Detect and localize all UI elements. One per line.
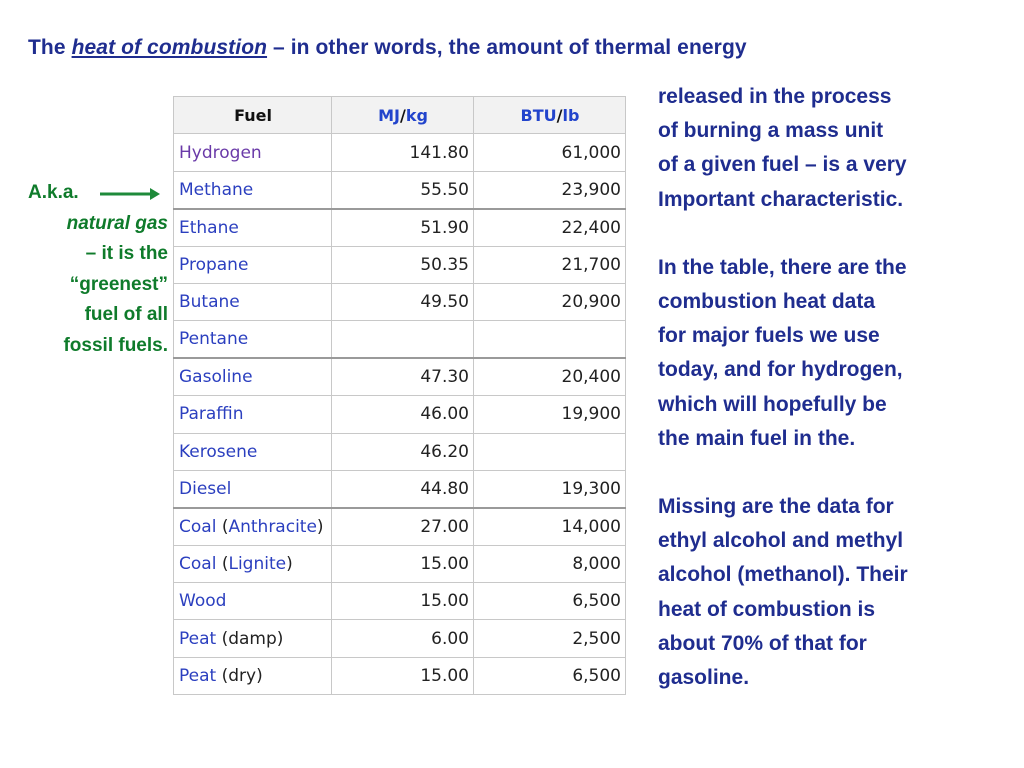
fuel-cell xyxy=(174,358,332,395)
table-row xyxy=(174,209,626,246)
table-header-row xyxy=(174,97,626,134)
table-row xyxy=(174,396,626,433)
fuel-extra: ( xyxy=(216,516,229,537)
fuel-extra: (damp) xyxy=(216,628,284,649)
title-suffix: – in other words, the amount of thermal energy xyxy=(267,36,747,59)
text-line: about 70% of that for xyxy=(658,631,867,655)
mj-cell: 46.00 xyxy=(332,396,474,433)
mj-cell: 50.35 xyxy=(332,246,474,283)
btu-cell: 6,500 xyxy=(474,657,626,694)
btu-cell: 20,900 xyxy=(474,283,626,320)
fuel-cell xyxy=(174,545,332,582)
mj-cell: 6.00 xyxy=(332,620,474,657)
text-line: today, and for hydrogen, xyxy=(658,358,903,382)
table-row xyxy=(174,657,626,694)
explanation-text xyxy=(658,80,1008,695)
fuel-cell xyxy=(174,321,332,358)
text-line: Missing are the data for xyxy=(658,495,894,519)
mj-cell: 15.00 xyxy=(332,545,474,582)
table-row xyxy=(174,470,626,507)
fuel-cell xyxy=(174,508,332,545)
mj-cell: 55.50 xyxy=(332,171,474,208)
text-line: gasoline. xyxy=(658,666,750,690)
text-line: heat of combustion is xyxy=(658,597,876,621)
table-row xyxy=(174,171,626,208)
mj-cell: 49.50 xyxy=(332,283,474,320)
fuel-link[interactable]: Pentane xyxy=(179,329,249,350)
btu-cell: 22,400 xyxy=(474,209,626,246)
fuel-cell xyxy=(174,657,332,694)
fuel-link[interactable]: Hydrogen xyxy=(179,142,262,163)
btu-cell: 23,900 xyxy=(474,171,626,208)
fuel-link[interactable]: Coal xyxy=(179,553,217,574)
btu-cell xyxy=(474,321,626,358)
header-fuel: Fuel xyxy=(174,97,332,134)
mj-cell: 51.90 xyxy=(332,209,474,246)
btu-cell: 8,000 xyxy=(474,545,626,582)
fuel-subtype-link[interactable]: Anthracite xyxy=(228,516,317,537)
fuel-link[interactable]: Diesel xyxy=(179,478,232,499)
fuel-link[interactable]: Peat xyxy=(179,628,217,649)
table-row xyxy=(174,246,626,283)
btu-cell: 20,400 xyxy=(474,358,626,395)
aka-natural-gas: natural gas xyxy=(66,212,168,234)
table-row xyxy=(174,545,626,582)
lb-link[interactable]: lb xyxy=(562,105,580,125)
fuel-extra: (dry) xyxy=(216,666,263,687)
fuel-extra: ( xyxy=(216,553,229,574)
text-line: combustion heat data xyxy=(658,290,876,314)
btu-link[interactable]: BTU xyxy=(520,105,557,125)
btu-cell: 6,500 xyxy=(474,583,626,620)
fuel-link[interactable]: Wood xyxy=(179,591,227,612)
mj-cell: 47.30 xyxy=(332,358,474,395)
text-line: the main fuel in the. xyxy=(658,426,856,450)
heat-of-combustion-table xyxy=(173,96,626,695)
text-line: alcohol (methanol). Their xyxy=(658,563,908,587)
fuel-subtype-link[interactable]: Lignite xyxy=(228,553,287,574)
table-row xyxy=(174,358,626,395)
title-emphasis: heat of combustion xyxy=(71,36,268,59)
fuel-cell xyxy=(174,246,332,283)
btu-cell: 2,500 xyxy=(474,620,626,657)
fuel-link[interactable]: Coal xyxy=(179,516,217,537)
mj-cell: 141.80 xyxy=(332,134,474,171)
title-prefix: The xyxy=(28,36,72,59)
kg-link[interactable]: kg xyxy=(405,105,428,125)
aka-note xyxy=(22,178,168,362)
fuel-cell xyxy=(174,433,332,470)
aka-label: A.k.a. xyxy=(28,182,79,203)
aka-line: – it is the xyxy=(85,243,168,265)
text-line: In the table, there are the xyxy=(658,255,907,279)
fuel-extra: ) xyxy=(316,516,324,537)
table-row xyxy=(174,583,626,620)
text-line: for major fuels we use xyxy=(658,324,880,348)
table-row xyxy=(174,508,626,545)
table-row xyxy=(174,321,626,358)
fuel-link[interactable]: Gasoline xyxy=(179,367,253,388)
text-line: released in the process xyxy=(658,85,892,108)
fuel-cell xyxy=(174,209,332,246)
fuel-link[interactable]: Butane xyxy=(179,292,240,313)
table-row xyxy=(174,620,626,657)
header-separator: / xyxy=(399,105,406,125)
fuel-cell xyxy=(174,134,332,171)
fuel-link[interactable]: Kerosene xyxy=(179,441,258,462)
aka-line: fuel of all xyxy=(84,304,168,326)
fuel-link[interactable]: Propane xyxy=(179,254,249,275)
fuel-link[interactable]: Paraffin xyxy=(179,404,244,425)
text-line: Important characteristic. xyxy=(658,187,904,211)
aka-line: fossil fuels. xyxy=(63,334,168,356)
mj-cell: 44.80 xyxy=(332,470,474,507)
fuel-cell xyxy=(174,620,332,657)
fuel-cell xyxy=(174,283,332,320)
mj-cell: 15.00 xyxy=(332,583,474,620)
fuel-cell xyxy=(174,396,332,433)
btu-cell: 21,700 xyxy=(474,246,626,283)
mj-cell: 15.00 xyxy=(332,657,474,694)
text-line: of a given fuel – is a very xyxy=(658,153,907,177)
btu-cell: 19,300 xyxy=(474,470,626,507)
btu-cell: 19,900 xyxy=(474,396,626,433)
fuel-link[interactable]: Methane xyxy=(179,179,254,200)
header-mj-per-kg xyxy=(332,97,474,134)
fuel-cell xyxy=(174,583,332,620)
fuel-link[interactable]: Ethane xyxy=(179,217,239,238)
fuel-cell xyxy=(174,171,332,208)
slide-title xyxy=(28,36,747,60)
fuel-link[interactable]: Peat xyxy=(179,666,217,687)
btu-cell: 14,000 xyxy=(474,508,626,545)
text-line: of burning a mass unit xyxy=(658,119,884,143)
text-line: ethyl alcohol and methyl xyxy=(658,529,904,553)
header-separator: / xyxy=(556,105,563,125)
header-btu-per-lb xyxy=(474,97,626,134)
btu-cell xyxy=(474,433,626,470)
mj-cell: 27.00 xyxy=(332,508,474,545)
fuel-extra: ) xyxy=(286,553,293,574)
arrow-right-icon xyxy=(98,186,162,202)
text-line: which will hopefully be xyxy=(658,392,887,416)
mj-cell xyxy=(332,321,474,358)
mj-cell: 46.20 xyxy=(332,433,474,470)
aka-line: “greenest” xyxy=(69,273,168,295)
mj-link[interactable]: MJ xyxy=(378,105,400,125)
table-row xyxy=(174,283,626,320)
btu-cell: 61,000 xyxy=(474,134,626,171)
table-row xyxy=(174,134,626,171)
table-row xyxy=(174,433,626,470)
fuel-cell xyxy=(174,470,332,507)
